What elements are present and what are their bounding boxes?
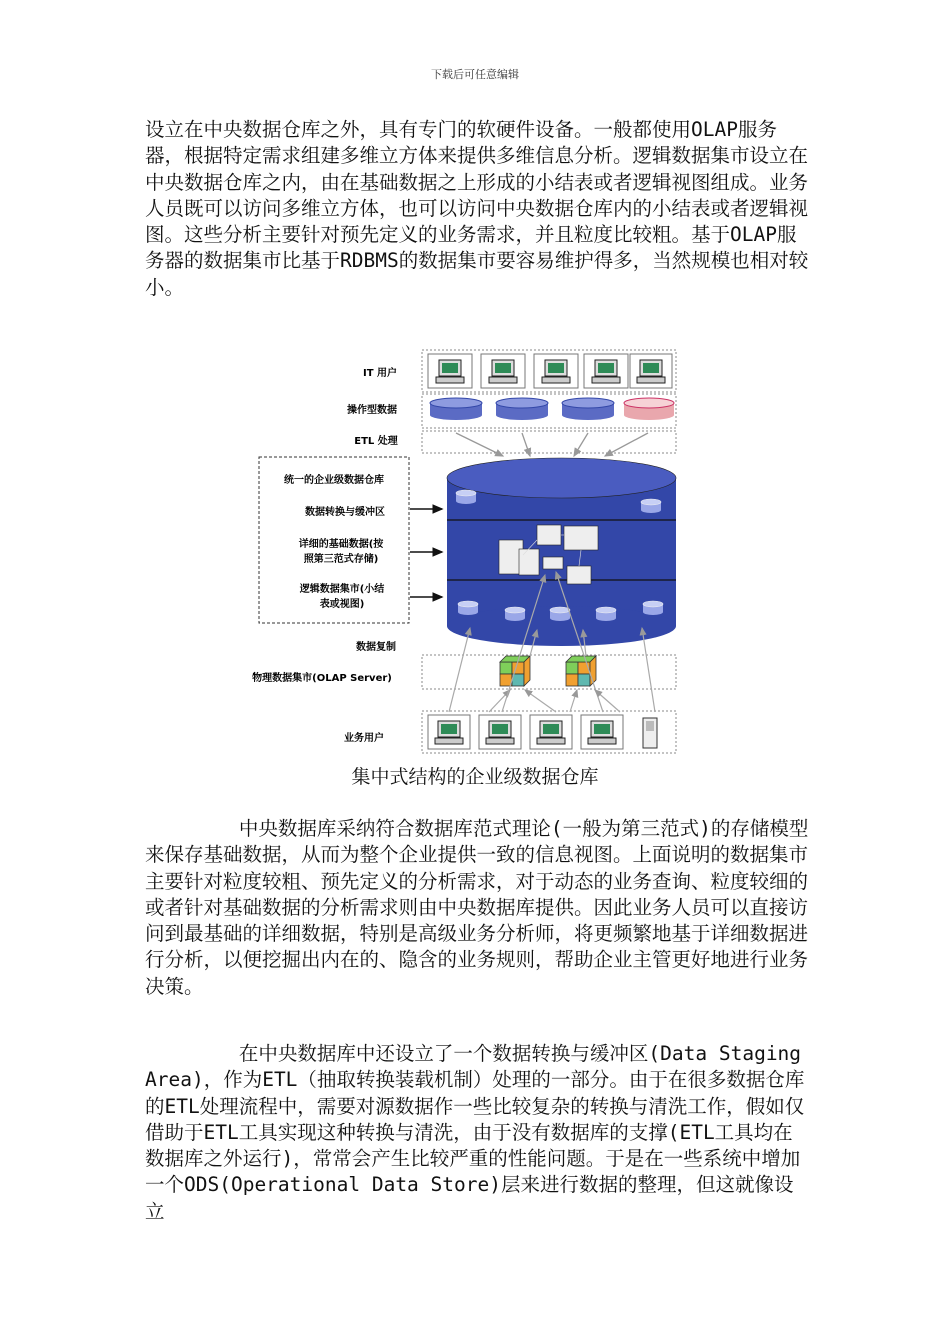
mobile-device-icon [643, 718, 657, 748]
it-user-pc-icon [584, 354, 628, 388]
business-user-pc-icon [530, 715, 572, 749]
label-staging: 数据转换与缓冲区 [305, 507, 385, 518]
page-header: 下载后可任意编辑 [431, 68, 519, 81]
label-detail-2: 照第三范式存储) [303, 554, 379, 565]
operational-db-icon [430, 398, 482, 420]
operational-db-icon [562, 398, 614, 420]
label-logical-2: 表或视图) [319, 599, 365, 610]
business-user-pc-icon [428, 715, 470, 749]
it-user-pc-icon [534, 354, 578, 388]
it-user-pc-icon [630, 354, 672, 388]
label-unified-dw: 统一的企业级数据仓库 [284, 475, 384, 486]
it-user-pc-icon [481, 354, 525, 388]
olap-cube-icon [566, 656, 596, 686]
business-user-pc-icon [479, 715, 521, 749]
label-logical-1: 逻辑数据集市(小结 [299, 584, 385, 595]
paragraph-3: 在中央数据库中还设立了一个数据转换与缓冲区(Data Staging Area)，作为ETL（抽取转换装载机制）处理的一部分。由于在很多数据仓库的ETL处理流程中，需要对源数据作一些比较复杂的转换与清洗工作，假如仅借助于ETL工具实现这种转换与清洗，由于没有数据库的支撑(ETL工具均在数据库之外运行)，常常会产生比较严重的性能问题。于是在一些系统中增加一个ODS(Operational Data Store)层来进行数据的整理，但这就像设立 [145, 1042, 813, 1223]
business-user-pc-icon [581, 715, 623, 749]
architecture-diagram [240, 345, 690, 760]
operational-db-red-icon [624, 398, 674, 420]
label-detail-1: 详细的基础数据(按 [298, 539, 384, 550]
it-user-pc-icon [428, 354, 472, 388]
central-warehouse-icon [447, 458, 676, 646]
layer-arrows [410, 509, 442, 597]
label-replication: 数据复制 [356, 642, 396, 653]
label-etl: ETL 处理 [354, 436, 398, 447]
label-physical-mart: 物理数据集市(OLAP Server) [252, 673, 392, 684]
figure-caption: 集中式结构的企业级数据仓库 [351, 766, 599, 788]
label-operational-data: 操作型数据 [347, 405, 397, 416]
operational-db-icon [496, 398, 548, 420]
label-it-users: IT 用户 [362, 368, 398, 379]
paragraph-2: 中央数据库采纳符合数据库范式理论(一般为第三范式)的存储模型来保存基础数据，从而为整个企业提供一致的信息视图。上面说明的数据集市主要针对粒度较粗、预先定义的分析需求，对于动态的业务查询、粒度较细的或者针对基础数据的分析需求则由中央数据库提供。因此业务人员可以直接访问到最基础的详细数据，特别是高级业务分析师，将更频繁地基于详细数据进行分析，以便挖掘出内在的、隐含的业务规则，帮助企业主管更好地进行业务决策。 [145, 817, 809, 998]
label-business-users: 业务用户 [344, 733, 384, 744]
paragraph-1: 设立在中央数据仓库之外，具有专门的软硬件设备。一般都使用OLAP服务器，根据特定需求组建多维立方体来提供多维信息分析。逻辑数据集市设立在中央数据仓库之内，由在基础数据之上形成的小结表或者逻辑视图组成。业务人员既可以访问多维立方体，也可以访问中央数据仓库内的小结表或者逻辑视图。这些分析主要针对预先定义的业务需求，并且粒度比较粗。基于OLAP服务器的数据集市比基于RDBMS的数据集市要容易维护得多，当然规模也相对较小。 [145, 118, 809, 299]
